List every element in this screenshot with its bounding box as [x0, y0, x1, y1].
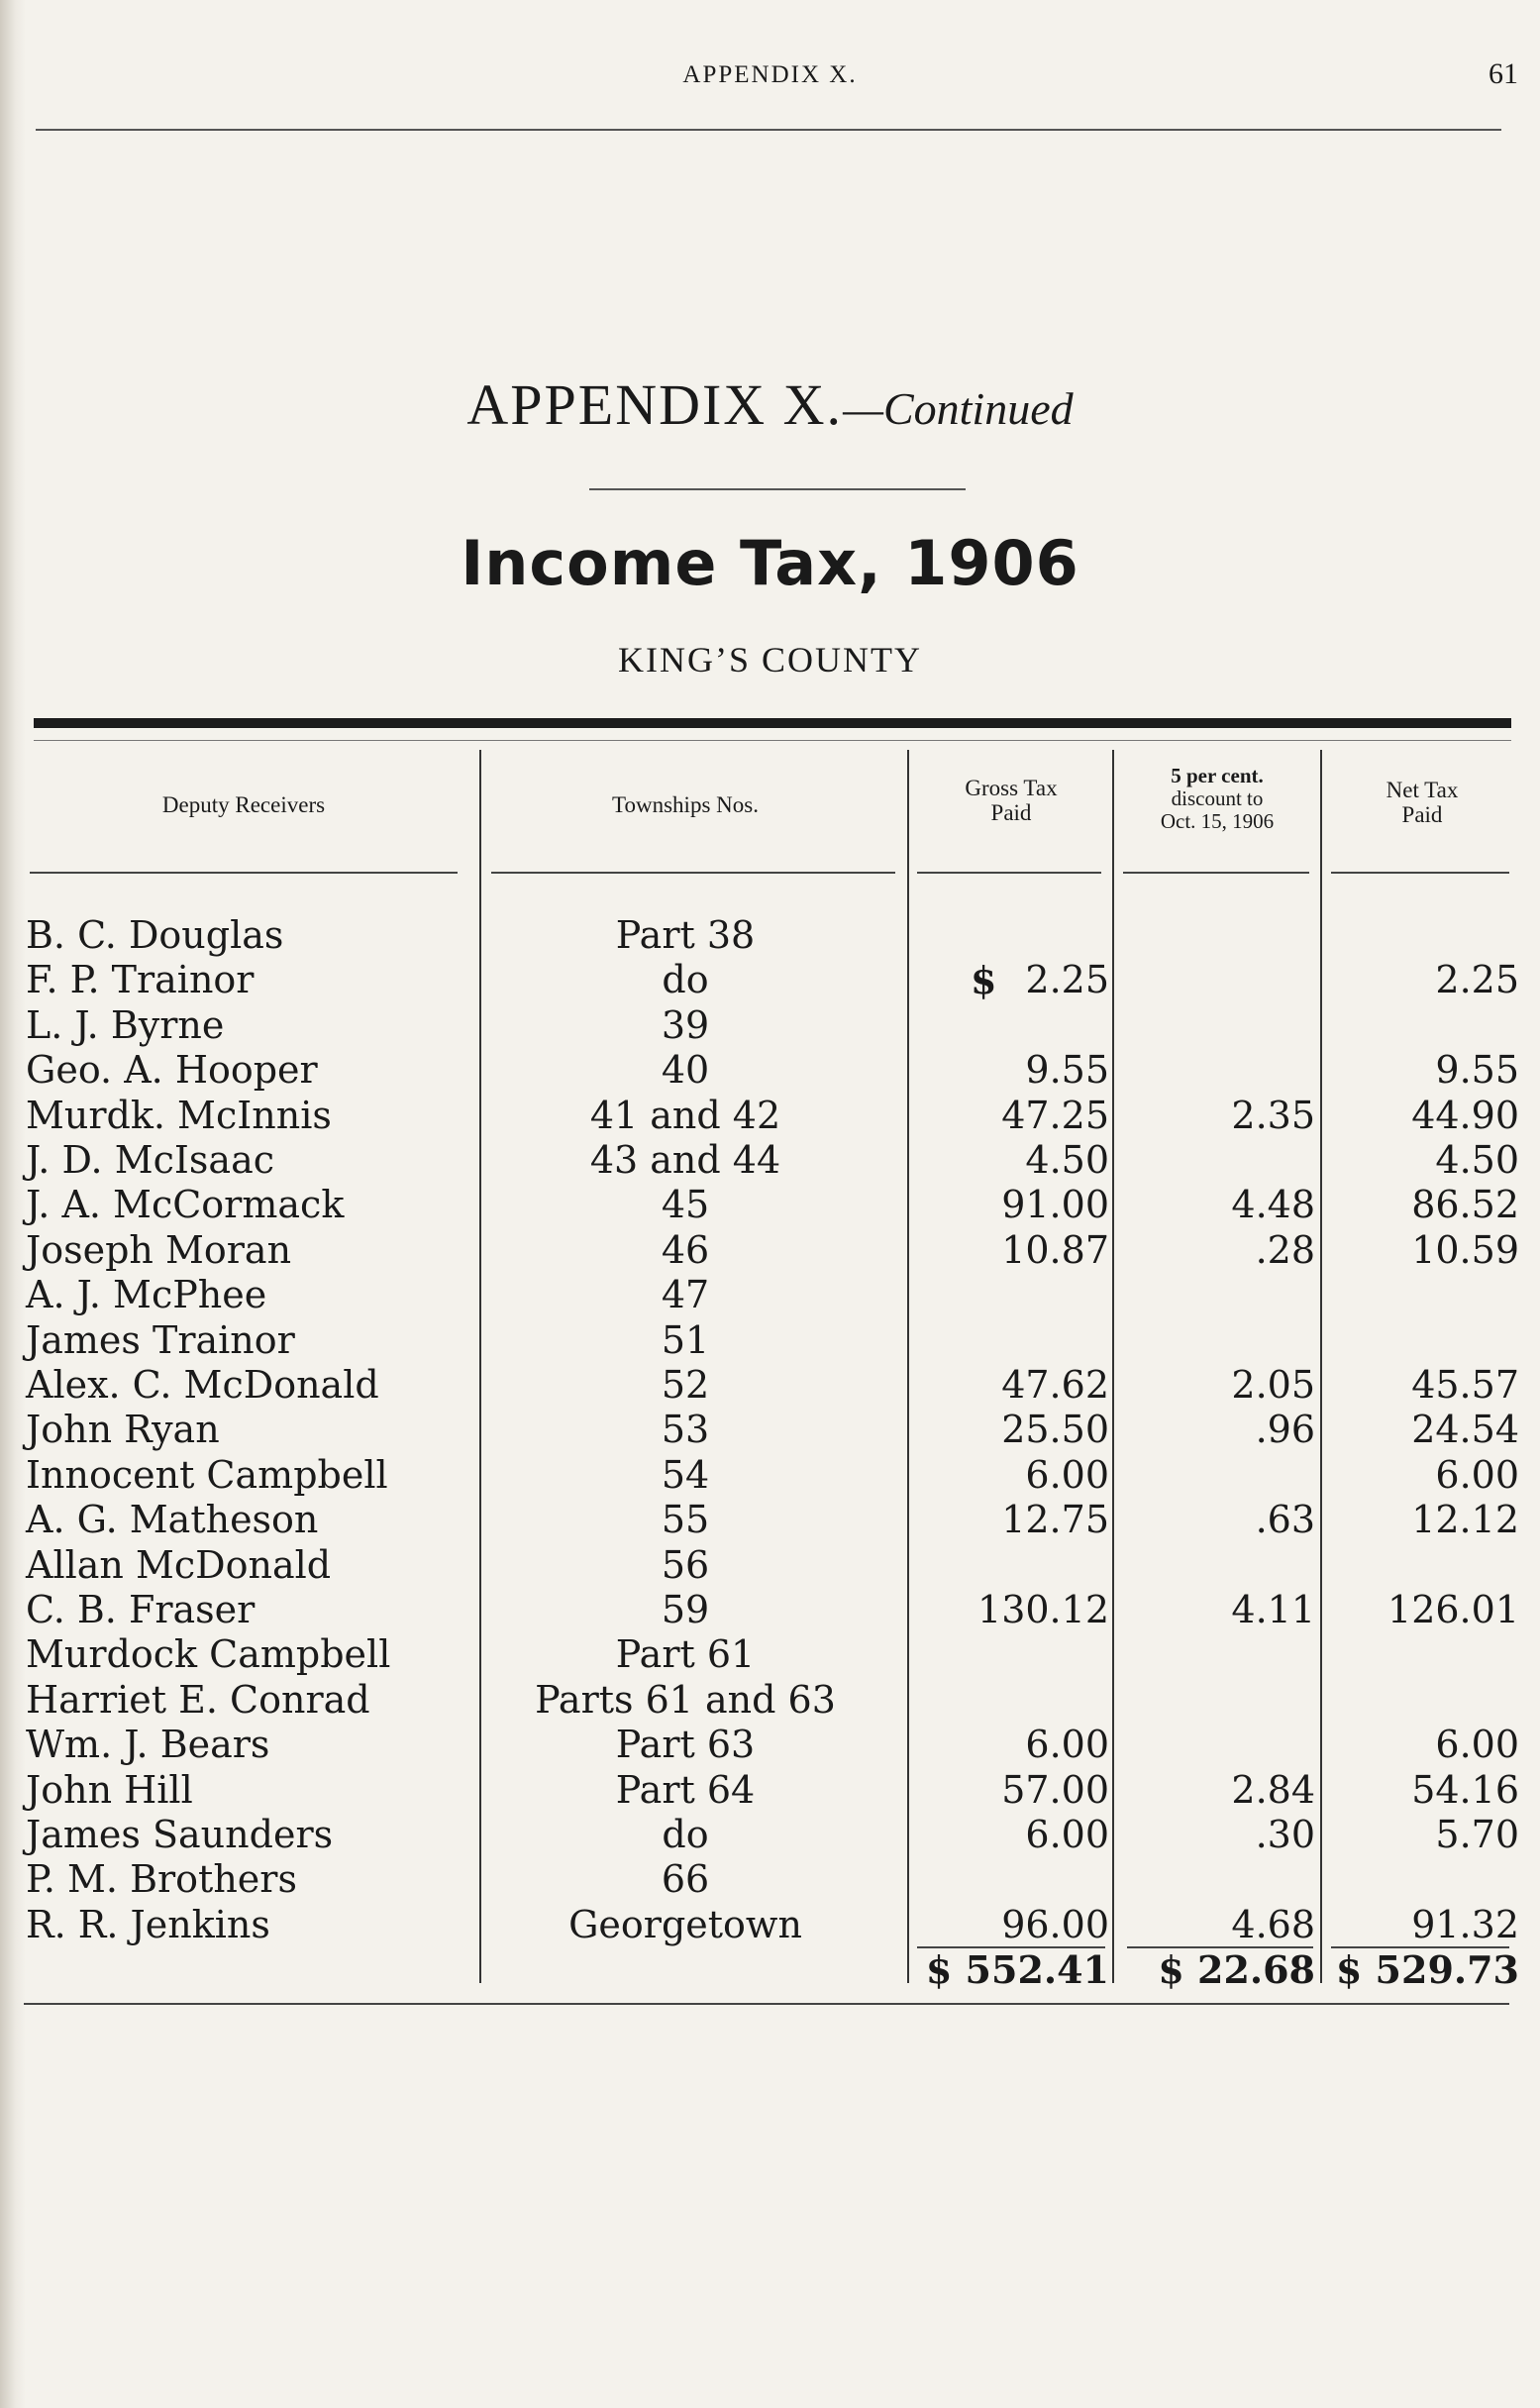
discount-value: .96 — [1255, 1408, 1315, 1452]
table-bottom-rule — [24, 2003, 1509, 2005]
net-tax-value: 24.54 — [1411, 1408, 1519, 1452]
receiver-name: A. G. Matheson — [26, 1498, 319, 1542]
township-number: Part 38 — [615, 913, 756, 957]
receiver-name: R. R. Jenkins — [26, 1902, 270, 1946]
township-number: 41 and 42 — [589, 1093, 781, 1137]
gross-tax-value: 10.87 — [1001, 1227, 1109, 1272]
township-number: Part 63 — [615, 1723, 756, 1767]
discount-value: 4.48 — [1231, 1183, 1315, 1227]
township-number: Part 61 — [615, 1632, 756, 1677]
header-discount — [1115, 765, 1319, 833]
township-number: 66 — [661, 1857, 710, 1902]
table-row — [0, 913, 1540, 958]
table-row — [0, 1678, 1540, 1723]
township-number: Parts 61 and 63 — [535, 1677, 836, 1722]
table-row — [0, 1094, 1540, 1138]
header-underline-5 — [1331, 872, 1509, 874]
total-net: $ 529.73 — [1335, 1947, 1519, 1992]
table-row — [0, 1228, 1540, 1273]
page-subtitle: Income Tax, 1906 — [461, 527, 1079, 599]
township-number: 53 — [661, 1408, 710, 1452]
header-underline-2 — [491, 872, 895, 874]
header-underline-4 — [1123, 872, 1309, 874]
gross-tax-value: 6.00 — [1025, 1452, 1109, 1497]
township-number: 43 and 44 — [589, 1138, 781, 1182]
table-row — [0, 958, 1540, 1002]
title-rule — [589, 488, 966, 490]
net-tax-value: 45.57 — [1411, 1363, 1519, 1407]
header-deputy-receivers: Deputy Receivers — [161, 792, 326, 817]
total-gross: $ 552.41 — [925, 1947, 1109, 1992]
discount-value: .63 — [1255, 1498, 1315, 1542]
receiver-name: Allan McDonald — [26, 1542, 332, 1587]
receiver-name: C. B. Fraser — [26, 1588, 256, 1631]
gross-tax-value: 47.25 — [1001, 1093, 1109, 1137]
township-number: 46 — [661, 1227, 710, 1272]
table-row — [0, 1632, 1540, 1677]
thick-rule — [34, 718, 1511, 728]
header-discount-line-1: 5 per cent. — [1171, 764, 1264, 787]
table-row — [0, 1498, 1540, 1542]
header-discount-line-3: Oct. 15, 1906 — [1160, 809, 1275, 833]
header-net-tax — [1321, 778, 1523, 827]
discount-value: 4.11 — [1231, 1588, 1315, 1631]
discount-value: 4.68 — [1231, 1902, 1315, 1946]
discount-value: 2.84 — [1231, 1767, 1315, 1812]
table-row — [0, 1318, 1540, 1363]
township-number: 54 — [661, 1452, 710, 1497]
gross-tax-value: 12.75 — [1001, 1498, 1109, 1542]
receiver-name: Murdk. McInnis — [26, 1093, 332, 1137]
township-number: Part 64 — [615, 1767, 756, 1812]
gross-tax-value: 6.00 — [1025, 1723, 1109, 1767]
receiver-name: F. P. Trainor — [26, 958, 255, 1002]
receiver-name: J. A. McCormack — [26, 1183, 345, 1227]
receiver-name: James Saunders — [26, 1813, 334, 1856]
header-gross-line-1: Gross Tax — [965, 776, 1058, 800]
table-row — [0, 1183, 1540, 1227]
gross-tax-value: 2.25 — [1025, 958, 1109, 1002]
township-number: 40 — [661, 1048, 710, 1093]
net-tax-value: 5.70 — [1435, 1813, 1519, 1856]
appendix-title — [0, 371, 1540, 438]
gross-tax-value: 25.50 — [1001, 1408, 1109, 1452]
gross-tax-value: 91.00 — [1001, 1183, 1109, 1227]
net-tax-value: 86.52 — [1411, 1183, 1519, 1227]
township-number: do — [662, 1813, 709, 1856]
header-gross-line-2: Paid — [990, 800, 1032, 825]
header-underline-3 — [917, 872, 1101, 874]
header-townships: Townships Nos. — [612, 792, 759, 817]
receiver-name: A. J. McPhee — [26, 1273, 267, 1317]
township-number: 47 — [661, 1273, 710, 1317]
gross-tax-value: 47.62 — [1001, 1363, 1109, 1407]
receiver-name: John Ryan — [26, 1408, 220, 1452]
gross-tax-value: 130.12 — [977, 1588, 1109, 1631]
discount-value: 2.35 — [1231, 1093, 1315, 1137]
gross-tax-value: 6.00 — [1025, 1813, 1109, 1856]
township-number: do — [662, 958, 709, 1002]
receiver-name: Innocent Campbell — [26, 1452, 388, 1497]
header-gross-tax — [909, 776, 1113, 825]
table-row — [0, 1588, 1540, 1632]
net-tax-value: 2.25 — [1435, 958, 1519, 1002]
thin-rule — [34, 740, 1511, 741]
table-row — [0, 1048, 1540, 1093]
township-number: 45 — [661, 1183, 710, 1227]
township-number: 51 — [661, 1317, 710, 1362]
net-tax-value: 54.16 — [1411, 1767, 1519, 1812]
discount-value: .30 — [1255, 1813, 1315, 1856]
table-row — [0, 1363, 1540, 1408]
dollar-sign: $ — [971, 958, 997, 1003]
table-row — [0, 1813, 1540, 1857]
header-net-line-2: Paid — [1401, 802, 1443, 827]
township-number: 55 — [661, 1498, 710, 1542]
header-rule — [36, 129, 1501, 131]
county-heading: KING’S COUNTY — [618, 640, 922, 680]
gross-tax-value: 9.55 — [1025, 1048, 1109, 1093]
appendix-label: APPENDIX X. — [466, 372, 844, 437]
net-tax-value: 4.50 — [1435, 1138, 1519, 1182]
discount-value: .28 — [1255, 1227, 1315, 1272]
township-number: 56 — [661, 1542, 710, 1587]
net-tax-value: 6.00 — [1435, 1452, 1519, 1497]
table-row — [0, 1768, 1540, 1813]
net-tax-value: 9.55 — [1435, 1048, 1519, 1093]
net-tax-value: 91.32 — [1411, 1902, 1519, 1946]
table-row — [0, 1543, 1540, 1588]
continued-label: —Continued — [843, 383, 1074, 434]
receiver-name: James Trainor — [26, 1317, 295, 1362]
header-net-line-1: Net Tax — [1386, 778, 1459, 802]
running-header: APPENDIX X. — [682, 61, 858, 88]
receiver-name: John Hill — [26, 1767, 193, 1812]
gross-tax-value: 57.00 — [1001, 1767, 1109, 1812]
net-tax-value: 44.90 — [1411, 1093, 1519, 1137]
receiver-name: Harriet E. Conrad — [26, 1677, 370, 1722]
net-tax-value: 6.00 — [1435, 1723, 1519, 1767]
table-row — [0, 1003, 1540, 1048]
page-number: 61 — [1489, 57, 1518, 90]
receiver-name: Wm. J. Bears — [26, 1723, 270, 1767]
header-discount-line-2: discount to — [1171, 786, 1264, 810]
table-row — [0, 1903, 1540, 1947]
receiver-name: Joseph Moran — [26, 1227, 292, 1272]
gross-tax-value: 4.50 — [1025, 1138, 1109, 1182]
receiver-name: B. C. Douglas — [26, 913, 284, 957]
township-number: 59 — [661, 1588, 710, 1631]
gross-tax-value: 96.00 — [1001, 1902, 1109, 1946]
township-number: 39 — [661, 1002, 710, 1047]
table-row — [0, 1273, 1540, 1317]
total-discount: $ 22.68 — [1158, 1947, 1315, 1992]
receiver-name: Murdock Campbell — [26, 1632, 391, 1677]
table-row — [0, 1857, 1540, 1902]
township-number: Georgetown — [568, 1902, 802, 1946]
table-row — [0, 1408, 1540, 1452]
receiver-name: J. D. McIsaac — [26, 1138, 275, 1182]
net-tax-value: 12.12 — [1411, 1498, 1519, 1542]
table-row — [0, 1723, 1540, 1767]
discount-value: 2.05 — [1231, 1363, 1315, 1407]
receiver-name: P. M. Brothers — [26, 1857, 297, 1902]
net-tax-value: 126.01 — [1387, 1588, 1519, 1631]
header-underline-1 — [30, 872, 458, 874]
table-row — [0, 1453, 1540, 1498]
table-row — [0, 1138, 1540, 1183]
receiver-name: Geo. A. Hooper — [26, 1048, 318, 1093]
receiver-name: Alex. C. McDonald — [26, 1363, 379, 1407]
township-number: 52 — [661, 1363, 710, 1407]
receiver-name: L. J. Byrne — [26, 1002, 225, 1047]
net-tax-value: 10.59 — [1411, 1227, 1519, 1272]
